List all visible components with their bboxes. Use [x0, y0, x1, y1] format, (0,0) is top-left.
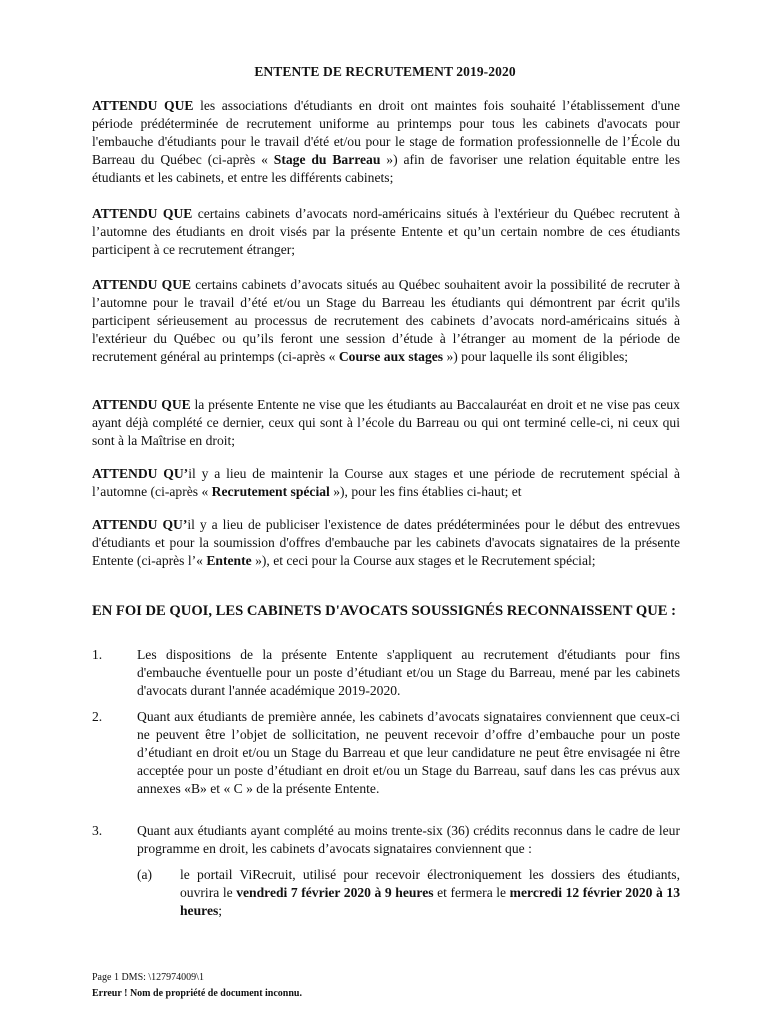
recital-3	[92, 276, 680, 366]
recital-5	[92, 465, 680, 501]
recital-defined-term: Recrutement spécial	[211, 484, 330, 500]
item-number: 3.	[92, 823, 103, 838]
recital-text: ») afin de favoriser une relation équitable entre les étudiants et les cabinets, et entre les différents cabinets;	[92, 152, 680, 186]
footer-dms-ref: DMS: \127974009\1	[121, 972, 204, 983]
document-title: ENTENTE DE RECRUTEMENT 2019-2020	[254, 64, 516, 79]
recital-defined-term: Course aux stages	[338, 349, 444, 365]
subitem-text: et fermera le	[433, 885, 510, 901]
recital-lead: ATTENDU QUE	[92, 206, 193, 221]
item-number: 2.	[92, 709, 103, 724]
footer-reference	[92, 972, 204, 984]
recital-text: il y a lieu de maintenir la Course aux stages et une période de recrutement spécial à l’automne (ci-après «	[92, 466, 680, 500]
recital-text: »), pour les fins établies ci-haut; et	[329, 484, 522, 500]
recital-text: il y a lieu de publiciser l'existence de dates prédéterminées pour le début des entrevues d'étudiants et pour la soumission d'offres d'embauche par les cabinets d'avocats signataires de la présente Entente (ci-après l’«	[92, 517, 680, 569]
subitem-a-text	[180, 866, 680, 920]
subitem-text: ;	[218, 903, 223, 919]
recital-lead: ATTENDU QU’	[92, 517, 188, 532]
recital-defined-term: Stage du Barreau	[273, 152, 381, 168]
footer-error-text: Erreur ! Nom de propriété de document inconnu.	[92, 988, 302, 999]
resolution-heading: EN FOI DE QUOI, LES CABINETS D'AVOCATS SOUSSIGNÉS RECONNAISSENT QUE :	[92, 603, 677, 619]
item-2-text: Quant aux étudiants de première année, les cabinets d’avocats signataires conviennent que ceux-ci ne peuvent être l’objet de sollicitation, ne peuvent recevoir d’offre d’embauche pour un poste d’étudiant en droit et/ou un Stage du Barreau et que leur candidature ne peut être envisagée ni être acceptée pour un poste d’étudiant en droit et/ou un Stage du Barreau, sauf dans les cas prévus aux annexes «B» et « C » de la présente Entente.	[137, 709, 680, 797]
recital-text: ») pour laquelle ils sont éligibles;	[443, 349, 629, 365]
recital-4	[92, 396, 680, 450]
item-3-text: Quant aux étudiants ayant complété au moins trente-six (36) crédits reconnus dans le cadre de leur programme en droit, les cabinets d’avocats signataires conviennent que :	[137, 823, 680, 857]
recital-defined-term: Entente	[206, 553, 252, 569]
recital-lead: ATTENDU QU’	[92, 466, 189, 481]
recital-lead: ATTENDU QUE	[92, 277, 192, 292]
recital-text: certains cabinets d’avocats situés au Québec souhaitent avoir la possibilité de recruter à l’automne pour le travail d’été et/ou un Stage du Barreau les étudiants qui démontrent par écrit qu'ils participent sérieusement au processus de recrutement des cabinets d’avocats nord-américains situés à l'extérieur du Québec ou qu’ils feront une session d’étude à l’étranger au moment de la période de recrutement général au printemps (ci-après «	[92, 277, 680, 365]
subitem-number: (a)	[137, 867, 153, 882]
item-number: 1.	[92, 647, 103, 662]
recital-1	[92, 97, 680, 187]
recital-text: certains cabinets d’avocats nord-américains situés à l'extérieur du Québec recrutent à l’automne des étudiants en droit visés par la présente Entente et qu’un certain nombre de ces étudiants participent à ce recrutement étranger;	[92, 206, 680, 258]
recital-lead: ATTENDU QUE	[92, 397, 191, 412]
recital-2	[92, 205, 680, 259]
footer-page-label: Page 1	[92, 972, 119, 983]
recital-text: la présente Entente ne vise que les étudiants au Baccalauréat en droit et ne vise pas ceux ayant déjà complété ce dernier, ceux qui sont à l’école du Barreau ou qui ont terminé celle-ci, ni ceux qui sont à la Maîtrise en droit;	[92, 397, 680, 449]
recital-6	[92, 516, 680, 570]
subitem-text: le portail ViRecruit, utilisé pour recevoir électroniquement les dossiers des étudiants, ouvrira le	[180, 867, 680, 901]
recital-text: les associations d'étudiants en droit ont maintes fois souhaité l’établissement d'une période prédéterminée de recrutement uniforme au printemps pour tous les cabinets d'avocats pour l'embauche d'étudiants pour le travail d'été et/ou pour le stage de formation professionnelle de l’École du Barreau du Québec (ci-après «	[92, 98, 680, 168]
subitem-date-close: mercredi 12 février 2020 à 13 heures	[180, 885, 680, 919]
recital-text: »), et ceci pour la Course aux stages et le Recrutement spécial;	[251, 553, 596, 569]
recital-lead: ATTENDU QUE	[92, 98, 194, 113]
subitem-date-open: vendredi 7 février 2020 à 9 heures	[236, 885, 434, 901]
item-1-text: Les dispositions de la présente Entente s'appliquent au recrutement d'étudiants pour fins d'embauche éventuelle pour un poste d’étudiant et/ou un Stage du Barreau, mené par les cabinets d'avocats durant l'année académique 2019-2020.	[137, 647, 680, 699]
